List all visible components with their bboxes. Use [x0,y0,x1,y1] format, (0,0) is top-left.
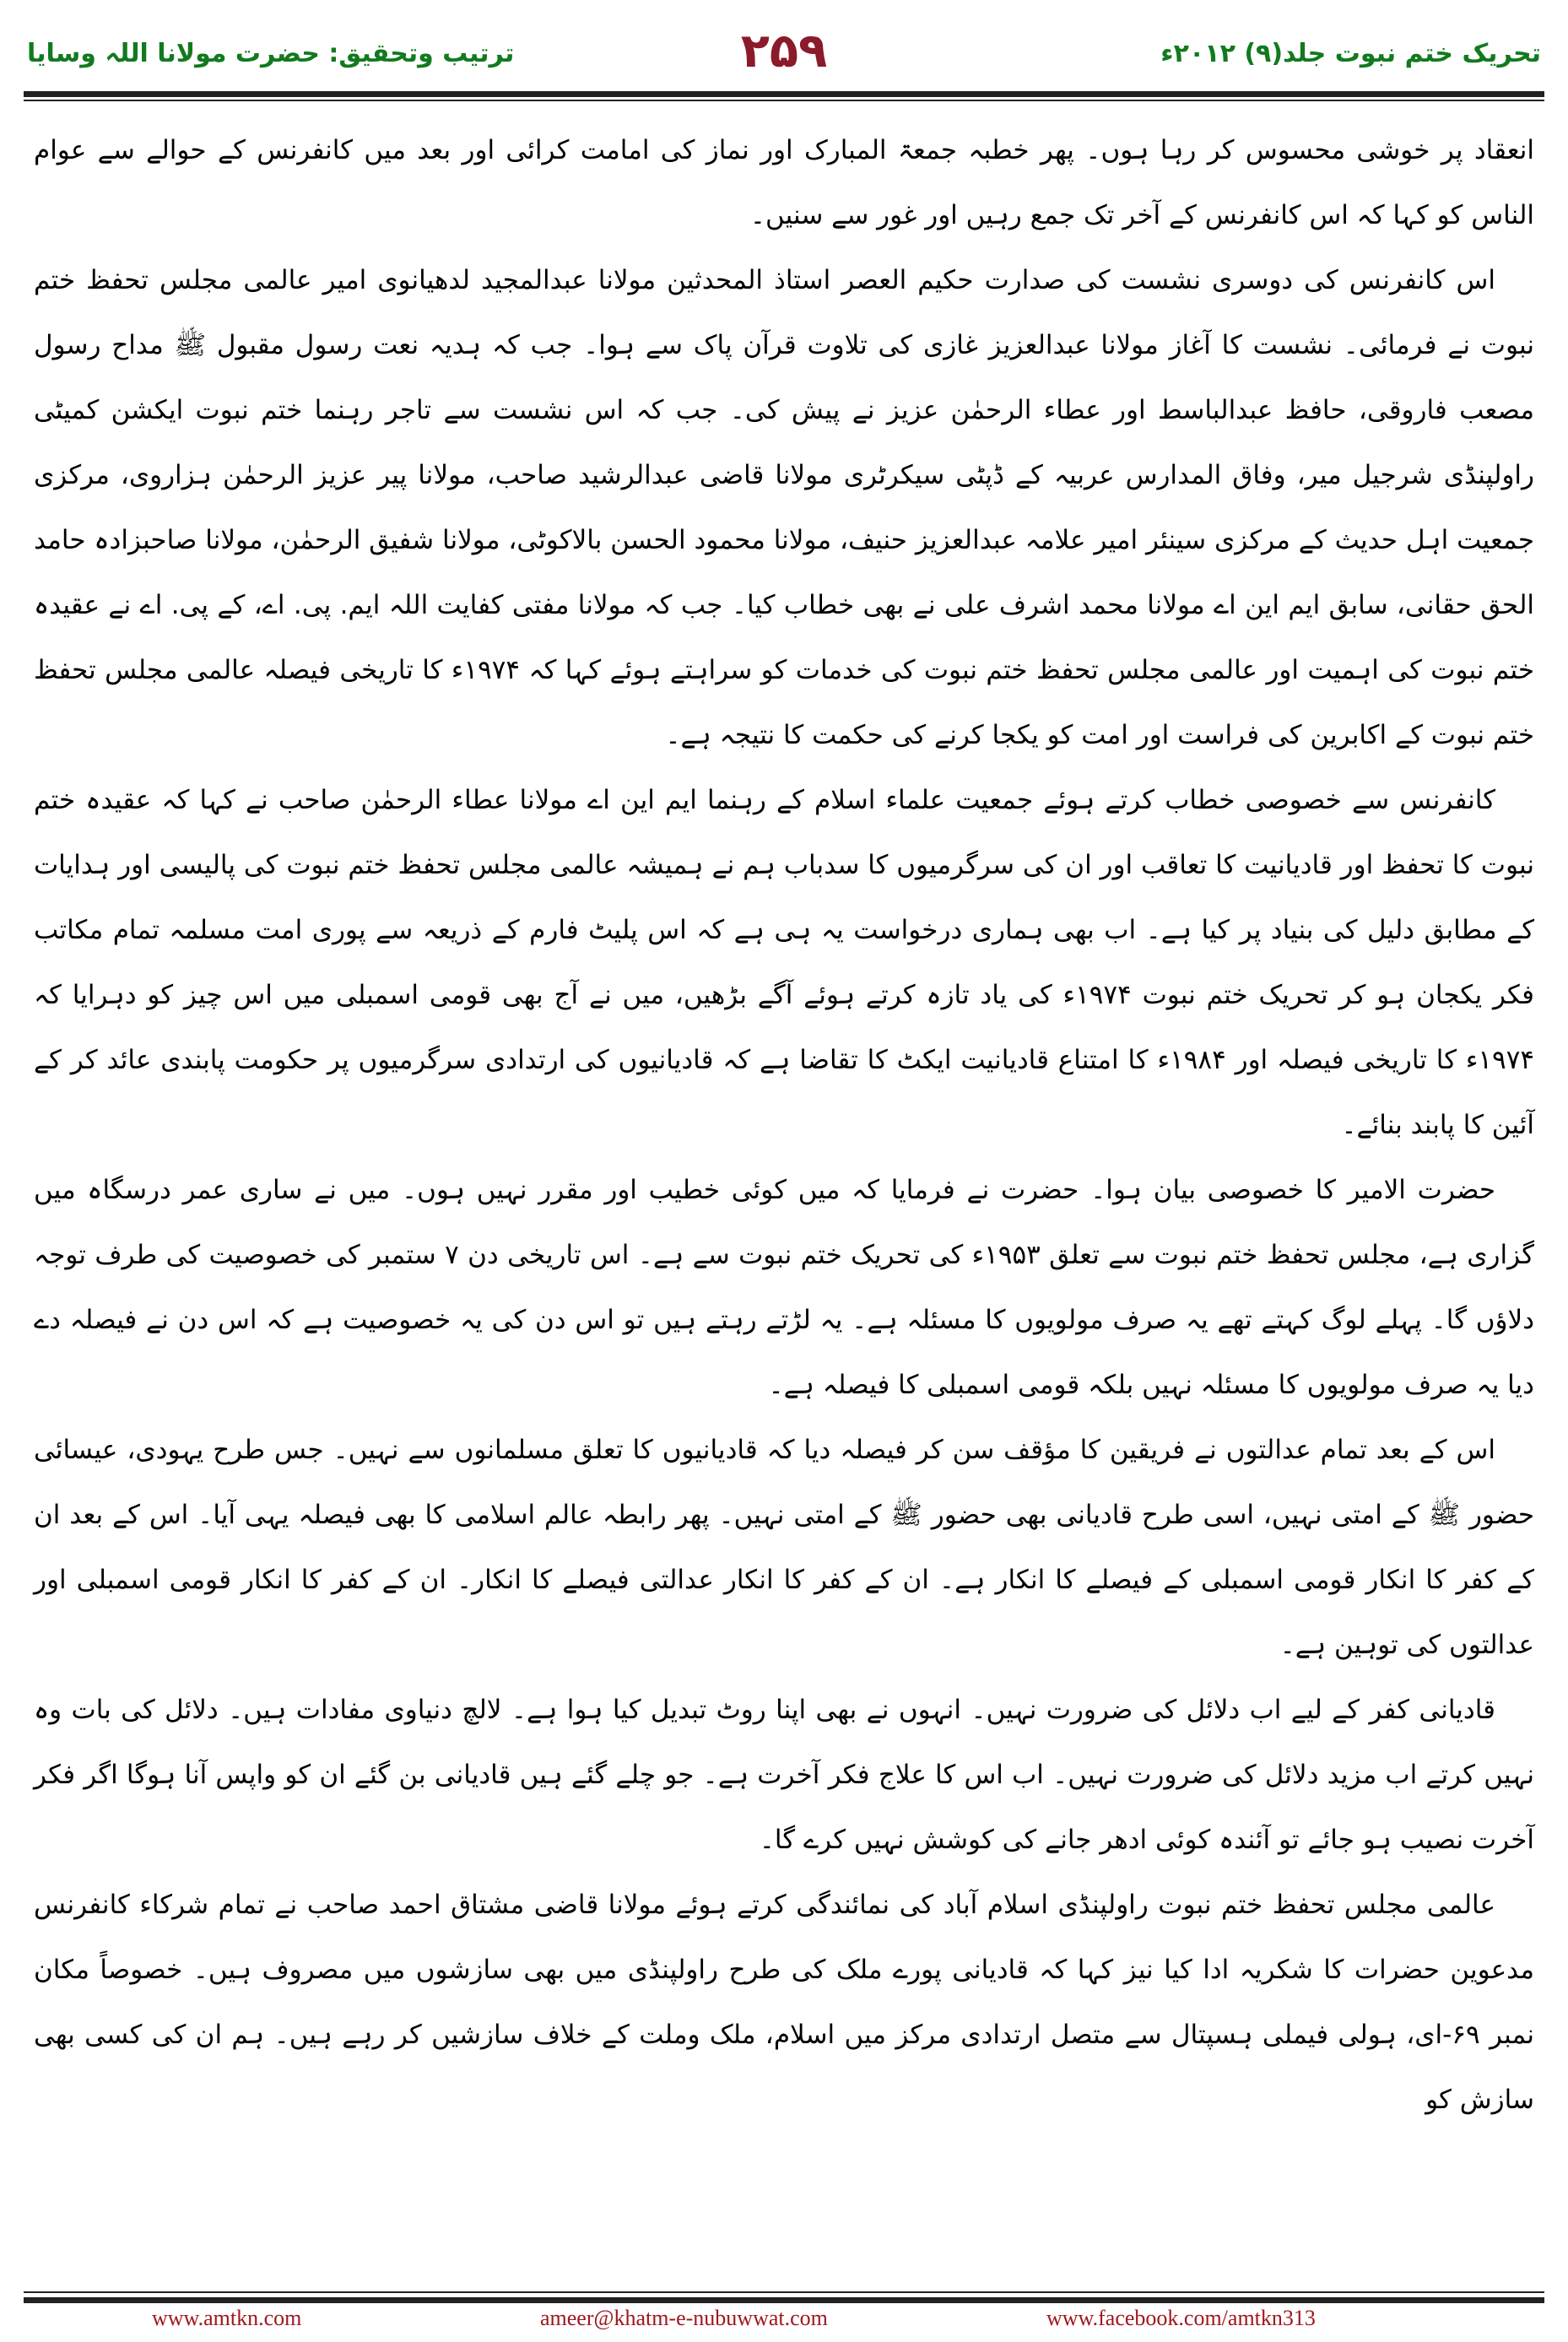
facebook-link[interactable]: www.facebook.com/amtkn313 [1046,2306,1316,2330]
website-link[interactable]: www.amtkn.com [152,2306,302,2330]
header-divider-thin [24,100,1544,101]
page-footer [0,2302,1568,2336]
paragraph: انعقاد پر خوشی محسوس کر رہا ہوں۔ پھر خطبہ جمعۃ المبارک اور نماز کی امامت کرائی اور بعد میں کانفرنس کے حوالے سے عوام الناس کو کہا کہ اس کانفرنس کے آخر تک جمع رہیں اور غور سے سنیں۔ [34,135,1534,230]
paragraph: اس کانفرنس کی دوسری نشست کی صدارت حکیم العصر استاذ المحدثین مولانا عبدالمجید لدھیانوی امیر عالمی مجلس تحفظ ختم نبوت نے فرمائی۔ نشست کا آغاز مولانا عبدالعزیز غازی کی تلاوت قرآن پاک سے ہوا۔ جب کہ ہدیہ نعت رسول مقبول ﷺ مداح رسول مصعب فاروقی، حافظ عبدالباسط اور عطاء الرحمٰن عزیز نے پیش کی۔ جب کہ اس نشست سے تاجر رہنما ختم نبوت ایکشن کمیٹی راولپنڈی شرجیل میر، وفاق المدارس عربیہ کے ڈپٹی سیکرٹری مولانا قاضی عبدالرشید صاحب، مولانا پیر عزیز الرحمٰن ہزاروی، مرکزی جمعیت اہل حدیث کے مرکزی سینئر امیر علامہ عبدالعزیز حنیف، مولانا محمود الحسن بالاکوٹی، مولانا شفیق الرحمٰن، مولانا صاحبزادہ حامد الحق حقانی، سابق ایم این اے مولانا محمد اشرف علی نے بھی خطاب کیا۔ جب کہ مولانا مفتی کفایت اللہ ایم. پی. اے، کے پی. اے نے عقیدہ ختم نبوت کی اہمیت اور عالمی مجلس تحفظ ختم نبوت کی خدمات کو سراہتے ہوئے کہا کہ ۱۹۷۴ء کا تاریخی فیصلہ عالمی مجلس تحفظ ختم نبوت کے اکابرین کی فراست اور امت کو یکجا کرنے کی حکمت کا نتیجہ ہے۔ [34,265,1534,750]
page-number: ۲۵۹ [740,24,828,78]
paragraph: کانفرنس سے خصوصی خطاب کرتے ہوئے جمعیت علماء اسلام کے رہنما ایم این اے مولانا عطاء الرحمٰن صاحب نے کہا کہ عقیدہ ختم نبوت کا تحفظ اور قادیانیت کا تعاقب اور ان کی سرگرمیوں کا سدباب ہم نے ہمیشہ عالمی مجلس تحفظ ختم نبوت کی پالیسی اور ہدایات کے مطابق دلیل کی بنیاد پر کیا ہے۔ اب بھی ہماری درخواست یہ ہی ہے کہ اس پلیٹ فارم کے ذریعہ سے پوری امت مسلمہ تمام مکاتب فکر یکجان ہو کر تحریک ختم نبوت ۱۹۷۴ء کی یاد تازہ کرتے ہوئے آگے بڑھیں، میں نے آج بھی قومی اسمبلی میں اس چیز کو دہرایا کہ ۱۹۷۴ء کا تاریخی فیصلہ اور ۱۹۸۴ء کا امتناع قادیانیت ایکٹ کا تقاضا ہے کہ قادیانیوں کی ارتدادی سرگرمیوں پر حکومت پابندی عائد کر کے آئین کا پابند بنائے۔ [34,785,1535,1140]
book-title: تحریک ختم نبوت جلد(۹) ۲۰۱۲ء [1160,39,1541,68]
paragraph: اس کے بعد تمام عدالتوں نے فریقین کا مؤقف سن کر فیصلہ دیا کہ قادیانیوں کا تعلق مسلمانوں سے نہیں۔ جس طرح یہودی، عیسائی حضور ﷺ کے امتی نہیں، اسی طرح قادیانی بھی حضور ﷺ کے امتی نہیں۔ پھر رابطہ عالم اسلامی کا بھی فیصلہ یہی آیا۔ اس کے بعد ان کے کفر کا انکار قومی اسمبلی کے فیصلے کا انکار ہے۔ ان کے کفر کا انکار عدالتی فیصلے کا انکار۔ ان کے کفر کا انکار قومی اسمبلی اور عدالتوں کی توہین ہے۔ [34,1435,1534,1660]
email-link[interactable]: ameer@khatm-e-nubuwwat.com [540,2306,828,2330]
paragraph: قادیانی کفر کے لیے اب دلائل کی ضرورت نہیں۔ انہوں نے بھی اپنا روٹ تبدیل کیا ہوا ہے۔ لالچ دنیاوی مفادات ہیں۔ دلائل کی بات وہ نہیں کرتے اب مزید دلائل کی ضرورت نہیں۔ اب اس کا علاج فکر آخرت ہے۔ جو چلے گئے ہیں قادیانی بن گئے ان کو واپس آنا ہوگا اگر فکر آخرت نصیب ہو جائے تو آئندہ کوئی ادھر جانے کی کوشش نہیں کرے گا۔ [34,1695,1534,1855]
footer-divider-thin [24,2291,1544,2293]
header-divider-thick [24,91,1544,97]
page-body [34,118,1534,2199]
paragraph: عالمی مجلس تحفظ ختم نبوت راولپنڈی اسلام آباد کی نمائندگی کرتے ہوئے مولانا قاضی مشتاق احمد صاحب نے تمام شرکاء کانفرنس مدعوین حضرات کا شکریہ ادا کیا نیز کہا کہ قادیانی پورے ملک کی طرح راولپنڈی میں بھی سازشوں میں مصروف ہیں۔ خصوصاً مکان نمبر ۶۹-ای، ہولی فیملی ہسپتال سے متصل ارتدادی مرکز میں اسلام، ملک وملت کے خلاف سازشیں کر رہے ہیں۔ ہم ان کی کسی بھی سازش کو [34,1890,1534,2115]
page-header [24,24,1544,83]
paragraph: حضرت الامیر کا خصوصی بیان ہوا۔ حضرت نے فرمایا کہ میں کوئی خطیب اور مقرر نہیں ہوں۔ میں نے ساری عمر درسگاہ میں گزاری ہے، مجلس تحفظ ختم نبوت سے تعلق ۱۹۵۳ء کی تحریک ختم نبوت سے ہے۔ اس تاریخی دن ۷ ستمبر کی خصوصیت کی طرف توجہ دلاؤں گا۔ پہلے لوگ کہتے تھے یہ صرف مولویوں کا مسئلہ ہے۔ یہ لڑتے رہتے ہیں تو اس دن کی یہ خصوصیت ہے کہ اس دن نے فیصلہ دے دیا یہ صرف مولویوں کا مسئلہ نہیں بلکہ قومی اسمبلی کا فیصلہ ہے۔ [34,1175,1534,1400]
compiler-credit: ترتیب وتحقیق: حضرت مولانا اللہ وسایا [27,39,515,68]
